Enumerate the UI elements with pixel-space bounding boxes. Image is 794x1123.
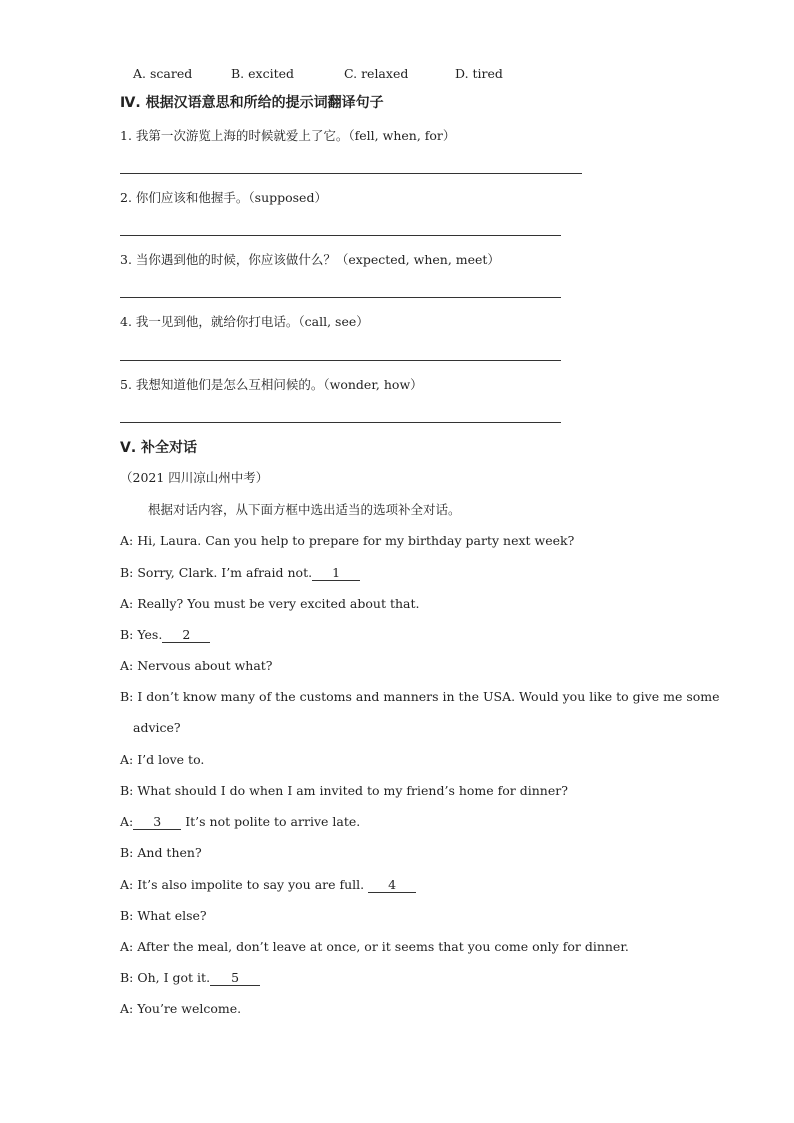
dialog-line: A: Hi, Laura. Can you help to prepare for my birthday party next week? [120, 533, 575, 548]
translation-item-5: 5. 我想知道他们是怎么互相问候的。（wonder, how） [120, 377, 423, 392]
dialog-text: A: It’s also impolite to say you are full. [120, 877, 369, 892]
blank-3[interactable]: 3 [133, 815, 181, 830]
dialog-text: It’s not polite to arrive late. [181, 814, 361, 829]
translation-item-2: 2. 你们应该和他握手。（supposed） [120, 190, 327, 205]
dialog-line: B: What else? [120, 908, 207, 923]
translation-item-1: 1. 我第一次游览上海的时候就爱上了它。（fell, when, for） [120, 128, 456, 143]
blank-4[interactable]: 4 [368, 878, 416, 893]
blank-1[interactable]: 1 [312, 566, 360, 581]
dialog-line [120, 970, 260, 986]
section5-title: Ⅴ. 补全对话 [120, 440, 198, 456]
source-note: （2021 四川凉山州中考） [120, 470, 269, 485]
dialog-line: B: What should I do when I am invited to my friend’s home for dinner? [120, 783, 568, 798]
dialog-line: A: Nervous about what? [120, 658, 273, 673]
translation-item-4: 4. 我一见到他，就给你打电话。（call, see） [120, 314, 369, 329]
section4-title: Ⅳ. 根据汉语意思和所给的提示词翻译句子 [120, 95, 384, 111]
option-c: C. relaxed [344, 66, 409, 81]
dialog-line: A: Really? You must be very excited about that. [120, 596, 420, 611]
dialog-text: A: [120, 814, 134, 829]
instruction-text: 根据对话内容，从下面方框中选出适当的选项补全对话。 [148, 502, 461, 517]
dialog-line: advice? [133, 720, 181, 735]
dialog-line [120, 877, 416, 893]
answer-line-2[interactable] [120, 235, 561, 236]
blank-2[interactable]: 2 [162, 628, 210, 643]
answer-line-3[interactable] [120, 297, 561, 298]
translation-item-3: 3. 当你遇到他的时候，你应该做什么？（expected, when, meet） [120, 252, 500, 267]
dialog-line [120, 565, 360, 581]
answer-line-5[interactable] [120, 422, 561, 423]
dialog-line [120, 627, 210, 643]
blank-5[interactable]: 5 [210, 971, 260, 986]
option-b: B. excited [231, 66, 295, 81]
dialog-line: B: I don’t know many of the customs and manners in the USA. Would you like to give me some [120, 689, 720, 704]
dialog-line: B: And then? [120, 845, 202, 860]
dialog-text: B: Yes. [120, 627, 163, 642]
option-a: A. scared [133, 66, 193, 81]
answer-line-1[interactable] [120, 173, 582, 174]
answer-line-4[interactable] [120, 360, 561, 361]
dialog-text: B: Oh, I got it. [120, 970, 211, 985]
dialog-line: A: I’d love to. [120, 752, 205, 767]
dialog-text: B: Sorry, Clark. I’m afraid not. [120, 565, 313, 580]
option-d: D. tired [455, 66, 503, 81]
dialog-line [120, 814, 360, 830]
dialog-line: A: You’re welcome. [120, 1001, 242, 1016]
dialog-line: A: After the meal, don’t leave at once, or it seems that you come only for dinner. [120, 939, 629, 954]
